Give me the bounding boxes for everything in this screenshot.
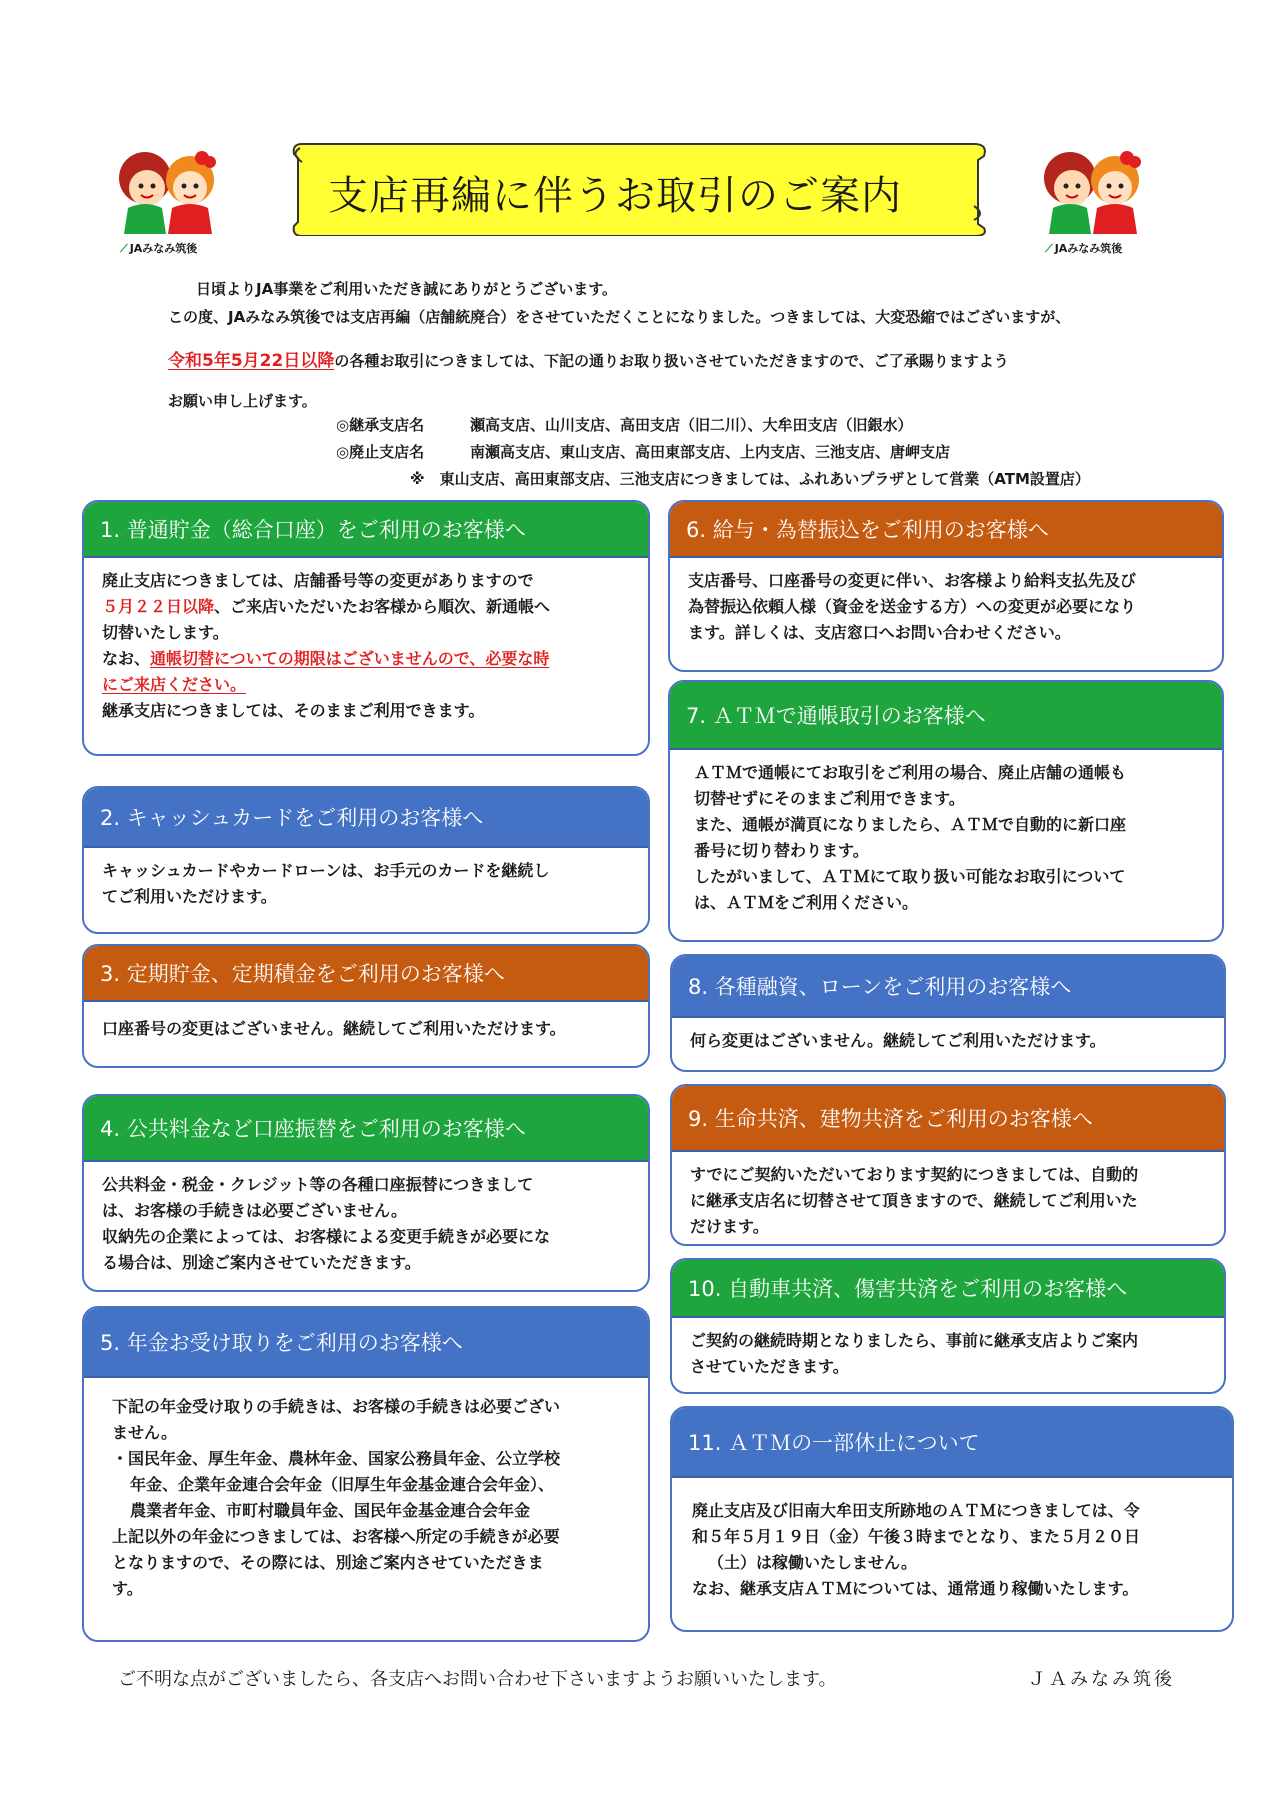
section-8 [670, 954, 1226, 1072]
section-7-body: ＡＴＭで通帳にてお取引をご利用の場合、廃止店舗の通帳も 切替せずにそのままご利用できます。 また、通帳が満頁になりましたら、ＡＴＭで自動的に新口座 番号に切り替わります。 したがいまして、ＡＴＭにて取り扱い可能なお取引について は、ＡＴＭをご利用ください。 [694, 763, 1127, 912]
mascot-illustration [110, 148, 230, 240]
section-9 [670, 1084, 1226, 1246]
mascot-illustration [1035, 148, 1155, 240]
plaza-note: ※ 東山支店、高田東部支店、三池支店につきましては、ふれあいプラザとして営業（ATM設置店） [410, 470, 1090, 488]
section-2 [82, 786, 650, 934]
footer-organization: ＪＡみなみ筑後 [1028, 1669, 1175, 1690]
section-3 [82, 944, 650, 1068]
section-3-title: 3. 定期貯金、定期積金をご利用のお客様へ [84, 946, 648, 1002]
section-1-body: 廃止支店につきましては、店舗番号等の変更がありますので ５月２２日以降、ご来店いただいたお客様から順次、新通帳へ 切替いたします。 なお、通帳切替についての期限はございませんので、必要な時 にご来店ください。 継承支店につきましては、そのままご利用できます。 [102, 571, 551, 720]
footer-message: ご不明な点がございましたら、各支店へお問い合わせ下さいますようお願いいたします。 [118, 1669, 837, 1690]
section-6 [668, 500, 1224, 672]
page-title: 支店再編に伴うお取引のご案内 [328, 173, 902, 219]
section-11 [670, 1406, 1234, 1632]
section-3-body: 口座番号の変更はございません。継続してご利用いただけます。 [102, 1019, 566, 1038]
mascot-logo-right [1035, 148, 1155, 258]
section-5-title: 5. 年金お受け取りをご利用のお客様へ [84, 1308, 648, 1378]
successor-branches: ◎継承支店名 瀬高支店、山川支店、高田支店（旧二川）、大牟田支店（旧銀水） [336, 416, 913, 434]
intro-line-4: お願い申し上げます。 [168, 392, 317, 410]
section-2-body: キャッシュカードやカードローンは、お手元のカードを継続し てご利用いただけます。 [102, 861, 550, 906]
section-10-title: 10. 自動車共済、傷害共済をご利用のお客様へ [672, 1260, 1224, 1318]
section-10 [670, 1258, 1226, 1394]
ja-logo-text: ⟋ JAみなみ筑後 [1045, 242, 1123, 255]
section-1-title: 1. 普通貯金（総合口座）をご利用のお客様へ [84, 502, 648, 558]
section-11-body: 廃止支店及び旧南大牟田支所跡地のＡＴＭにつきましては、令 和５年５月１９日（金）午後３時までとなり、また５月２０日 （土）は稼働いたしません。 なお、継承支店ＡＴＭについては、通常通り稼働いたします。 [692, 1501, 1141, 1598]
section-4-title: 4. 公共料金など口座振替をご利用のお客様へ [84, 1096, 648, 1162]
section-7 [668, 680, 1224, 942]
section-8-body: 何ら変更はございません。継続してご利用いただけます。 [690, 1031, 1106, 1050]
ja-logo-text: ⟋ JAみなみ筑後 [120, 242, 198, 255]
intro-line-3: 令和5年5月22日以降の各種お取引につきましては、下記の通りお取り扱いさせていただきますので、ご了承賜りますよう [168, 351, 1009, 371]
effective-date: 令和5年5月22日以降 [168, 351, 335, 371]
section-10-body: ご契約の継続時期となりましたら、事前に継承支店よりご案内 させていただきます。 [690, 1331, 1139, 1376]
abolished-branches: ◎廃止支店名 南瀬高支店、東山支店、高田東部支店、上内支店、三池支店、唐岬支店 [336, 443, 951, 461]
section-4-body: 公共料金・税金・クレジット等の各種口座振替につきまして は、お客様の手続きは必要ございません。 収納先の企業によっては、お客様による変更手続きが必要にな る場合は、別途ご案内させていただきます。 [102, 1175, 551, 1272]
section-8-title: 8. 各種融資、ローンをご利用のお客様へ [672, 956, 1224, 1018]
section-4 [82, 1094, 650, 1292]
section-2-title: 2. キャッシュカードをご利用のお客様へ [84, 788, 648, 848]
title-banner [290, 128, 990, 236]
section-6-title: 6. 給与・為替振込をご利用のお客様へ [670, 502, 1222, 558]
intro-line-2: この度、JAみなみ筑後では支店再編（店舗統廃合）をさせていただくことになりました。つきましては、大変恐縮ではございますが、 [168, 308, 1071, 326]
section-1 [82, 500, 650, 756]
section-5 [82, 1306, 650, 1642]
intro-line-1: 日頃よりJA事業をご利用いただき誠にありがとうございます。 [196, 280, 617, 298]
section-11-title: 11. ＡＴＭの一部休止について [672, 1408, 1232, 1478]
section-6-body: 支店番号、口座番号の変更に伴い、お客様より給料支払先及び 為替振込依頼人様（資金を送金する方）への変更が必要になり ます。詳しくは、支店窓口へお問い合わせください。 [688, 571, 1137, 642]
mascot-logo-left [110, 148, 230, 258]
section-7-title: 7. ＡＴＭで通帳取引のお客様へ [670, 682, 1222, 750]
section-9-body: すでにご契約いただいております契約につきましては、自動的 に継承支店名に切替させて頂きますので、継続してご利用いた だけます。 [690, 1165, 1139, 1236]
section-9-title: 9. 生命共済、建物共済をご利用のお客様へ [672, 1086, 1224, 1152]
section-5-body: 下記の年金受け取りの手続きは、お客様の手続きは必要ござい ません。 ・国民年金、厚生年金、農林年金、国家公務員年金、公立学校 年金、企業年金連合会年金（旧厚生年金基金連合会年金）、 農業者年金、市町村職員年金、国民年金基金連合会年金 上記以外の年金につきましては、お客様へ所定の手続きが必要 となりますので、その際には、別途ご案内させていただきま す。 [112, 1397, 561, 1598]
